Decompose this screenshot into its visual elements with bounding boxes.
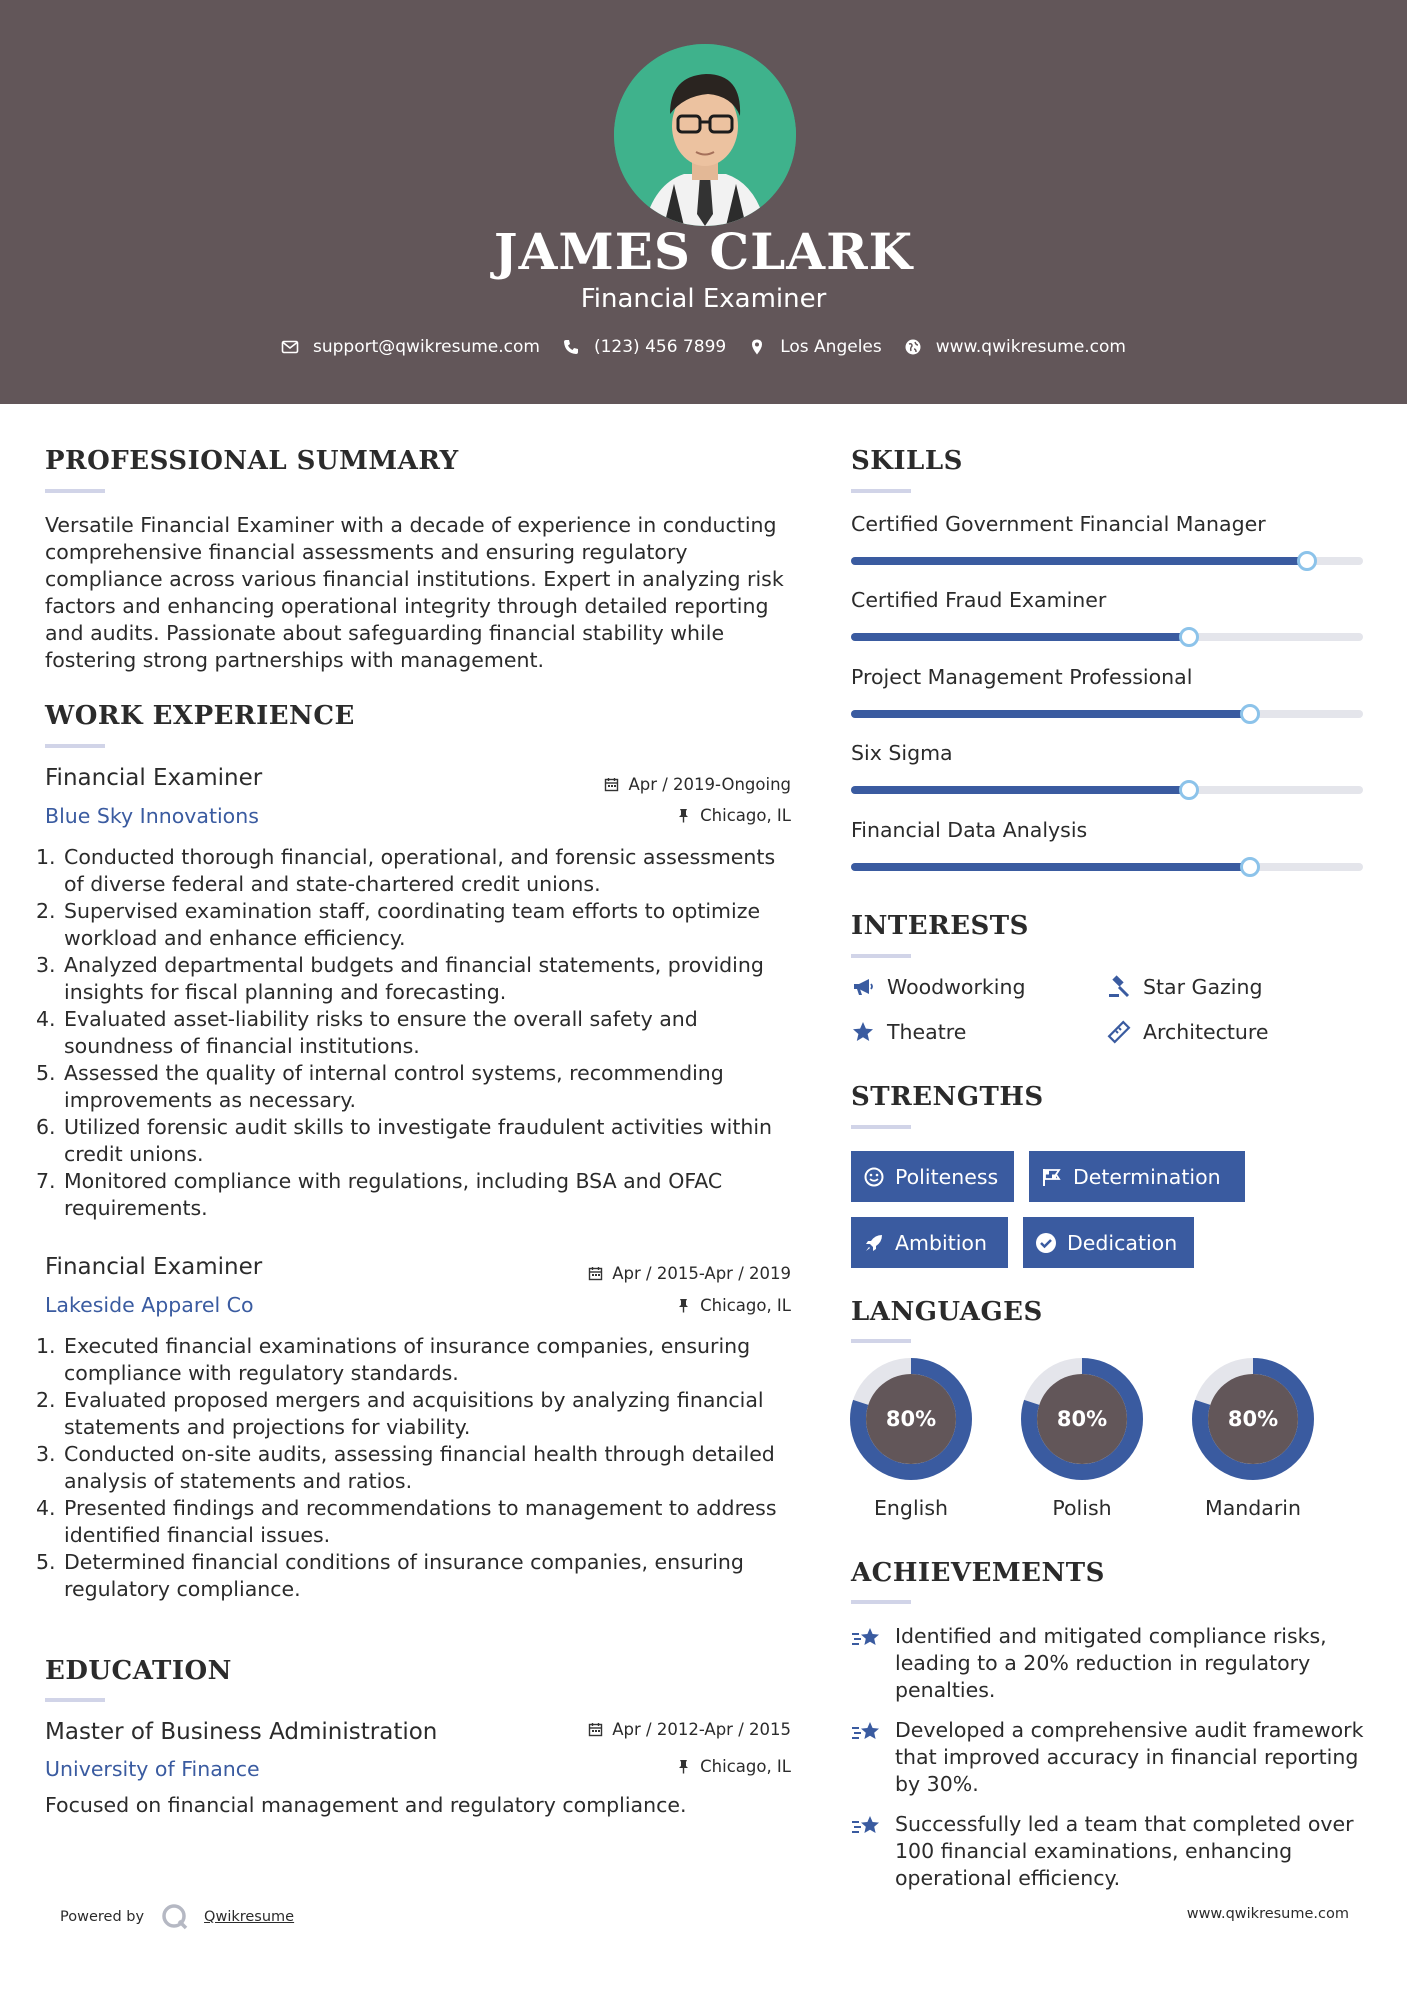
shooting-star-icon	[851, 1719, 883, 1747]
strength-badge: Politeness	[851, 1151, 1014, 1202]
strengths-heading-underline	[851, 1125, 911, 1129]
interests-heading: INTERESTS	[851, 911, 1029, 941]
interest-item: Architecture	[1107, 1020, 1269, 1044]
experience-heading-underline	[45, 744, 105, 748]
job-company: Blue Sky Innovations	[45, 804, 259, 828]
contact-bar	[0, 337, 1407, 357]
job-date-text: Apr / 2019-Ongoing	[628, 775, 791, 794]
language-name: English	[873, 1496, 949, 1520]
job-location-text: Chicago, IL	[700, 1296, 791, 1315]
list-item: 2. Supervised examination staff, coordinating team efforts to optimize workload and enhance efficiency.	[36, 899, 761, 950]
qwikresume-logo-icon	[160, 1902, 190, 1932]
summary-heading-underline	[45, 489, 105, 493]
skill-bar-knob	[1179, 627, 1199, 647]
skill-label: Financial Data Analysis	[851, 818, 1088, 842]
calendar-icon	[604, 777, 619, 792]
list-item: 4. Evaluated asset-liability risks to ensure the overall safety and soundness of financial institutions.	[36, 1007, 698, 1058]
skill-bar	[851, 633, 1363, 641]
contact-location-text: Los Angeles	[780, 337, 882, 357]
education-heading: EDUCATION	[45, 1656, 232, 1686]
language-percent: 80%	[1227, 1407, 1279, 1431]
job-company: Lakeside Apparel Co	[45, 1293, 254, 1317]
skills-heading-underline	[851, 489, 911, 493]
list-item: 5. Determined financial conditions of insurance companies, ensuring regulatory compliance.	[36, 1550, 744, 1601]
interest-item: Woodworking	[851, 975, 1025, 999]
list-item: 3. Conducted on-site audits, assessing financial health through detailed analysis of statements and ratios.	[36, 1442, 775, 1493]
contact-email-text: support@qwikresume.com	[313, 337, 540, 357]
job-location	[676, 1296, 791, 1315]
footer-website[interactable]: www.qwikresume.com	[1186, 1906, 1349, 1922]
job-location-text: Chicago, IL	[700, 806, 791, 825]
language-name: Polish	[1052, 1496, 1112, 1520]
rocket-icon	[863, 1232, 885, 1254]
list-item: 4. Presented findings and recommendations to management to address identified financial issues.	[36, 1496, 777, 1547]
education-description: Focused on financial management and regulatory compliance.	[45, 1793, 687, 1817]
job-date-text: Apr / 2015-Apr / 2019	[612, 1264, 791, 1283]
education-location	[676, 1757, 791, 1776]
education-heading-underline	[45, 1698, 105, 1702]
smile-icon	[863, 1166, 885, 1188]
job-title: Financial Examiner	[45, 1254, 263, 1280]
skill-label: Certified Fraud Examiner	[851, 588, 1107, 612]
skill-label: Project Management Professional	[851, 665, 1193, 689]
school-name: University of Finance	[45, 1757, 260, 1781]
calendar-icon	[588, 1722, 603, 1737]
skill-bar	[851, 863, 1363, 871]
megaphone-icon	[851, 975, 875, 999]
powered-by-label: Powered by	[60, 1909, 145, 1925]
powered-by	[60, 1902, 294, 1932]
language-percent: 80%	[885, 1407, 937, 1431]
skill-bar-knob	[1240, 857, 1260, 877]
job-date	[604, 775, 791, 794]
skill-bar	[851, 710, 1363, 718]
experience-heading: WORK EXPERIENCE	[45, 701, 355, 731]
list-item: 3. Analyzed departmental budgets and financial statements, providing insights for fiscal planning and forecasting.	[36, 953, 764, 1004]
check-circle-icon	[1035, 1232, 1057, 1254]
skill-bar	[851, 786, 1363, 794]
skill-bar	[851, 557, 1363, 565]
interests-heading-underline	[851, 954, 911, 958]
candidate-title: Financial Examiner	[580, 284, 827, 314]
contact-email[interactable]	[281, 337, 540, 357]
job-responsibilities	[36, 1333, 796, 1603]
language-percent: 80%	[1056, 1407, 1108, 1431]
job-date	[588, 1264, 791, 1283]
language-ring	[850, 1358, 972, 1480]
candidate-name: JAMES CLARK	[493, 222, 914, 281]
interest-item: Star Gazing	[1107, 975, 1262, 999]
job-responsibilities	[36, 844, 796, 1222]
contact-website-text: www.qwikresume.com	[935, 337, 1126, 357]
skill-bar-fill	[851, 557, 1307, 565]
achievements-heading: ACHIEVEMENTS	[851, 1558, 1105, 1588]
resume-header	[0, 0, 1407, 404]
shooting-star-icon	[851, 1625, 883, 1653]
gavel-icon	[1107, 975, 1131, 999]
contact-phone[interactable]	[562, 337, 726, 357]
strength-badge: Determination	[1029, 1151, 1245, 1202]
pushpin-icon	[676, 808, 691, 823]
summary-heading: PROFESSIONAL SUMMARY	[45, 446, 459, 476]
interest-item: Theatre	[851, 1020, 966, 1044]
calendar-icon	[588, 1266, 603, 1281]
skill-bar-fill	[851, 863, 1250, 871]
skill-bar-knob	[1240, 704, 1260, 724]
language-ring	[1192, 1358, 1314, 1480]
flag-icon	[1041, 1166, 1063, 1188]
pushpin-icon	[676, 1759, 691, 1774]
globe-icon	[904, 338, 922, 356]
list-item: 7. Monitored compliance with regulations, including BSA and OFAC requirements.	[36, 1169, 723, 1220]
list-item: 6. Utilized forensic audit skills to investigate fraudulent activities within credit unions.	[36, 1115, 773, 1166]
languages-heading: LANGUAGES	[851, 1297, 1043, 1327]
languages-heading-underline	[851, 1339, 911, 1343]
education-location-text: Chicago, IL	[700, 1757, 791, 1776]
skill-label: Certified Government Financial Manager	[851, 512, 1266, 536]
skill-bar-fill	[851, 710, 1250, 718]
star-icon	[851, 1020, 875, 1044]
skills-heading: SKILLS	[851, 446, 963, 476]
strength-badge: Dedication	[1023, 1217, 1194, 1268]
job-title: Financial Examiner	[45, 765, 263, 791]
strength-badge: Ambition	[851, 1217, 1008, 1268]
education-date	[588, 1720, 791, 1739]
shooting-star-icon	[851, 1813, 883, 1841]
achievements-heading-underline	[851, 1600, 911, 1604]
location-pin-icon	[748, 338, 766, 356]
contact-phone-text: (123) 456 7899	[593, 337, 727, 357]
list-item: 2. Evaluated proposed mergers and acquisitions by analyzing financial statements and projections for viability.	[36, 1388, 764, 1439]
education-date-text: Apr / 2012-Apr / 2015	[612, 1720, 791, 1739]
degree-title: Master of Business Administration	[45, 1719, 438, 1745]
contact-location	[748, 337, 882, 357]
mail-icon	[281, 338, 299, 356]
strengths-heading: STRENGTHS	[851, 1082, 1044, 1112]
skill-bar-fill	[851, 786, 1189, 794]
phone-icon	[562, 338, 580, 356]
profile-photo	[614, 44, 796, 226]
list-item: 5. Assessed the quality of internal control systems, recommending improvements as necessary.	[36, 1061, 724, 1112]
skill-bar-knob	[1297, 551, 1317, 571]
pushpin-icon	[676, 1298, 691, 1313]
qwikresume-link[interactable]: Qwikresume	[204, 1909, 295, 1925]
skill-label: Six Sigma	[851, 741, 953, 765]
contact-website[interactable]	[904, 337, 1126, 357]
summary-text: Versatile Financial Examiner with a decade of experience in conducting comprehensive financial assessments and ensuring regulatory compliance across various financial institutions. Expert in analyzing risk factors and enhancing operational integrity through detailed reporting and audits. Passionate about safeguarding financial stability while fostering strong partnerships with management.	[45, 513, 784, 672]
list-item: 1. Conducted thorough financial, operational, and forensic assessments of diverse federal and state-chartered credit unions.	[36, 845, 776, 896]
language-name: Mandarin	[1205, 1496, 1301, 1520]
job-location	[676, 806, 791, 825]
list-item: 1. Executed financial examinations of insurance companies, ensuring compliance with regulatory standards.	[36, 1334, 751, 1385]
ruler-icon	[1107, 1020, 1131, 1044]
language-ring	[1021, 1358, 1143, 1480]
skill-bar-knob	[1179, 780, 1199, 800]
skill-bar-fill	[851, 633, 1189, 641]
